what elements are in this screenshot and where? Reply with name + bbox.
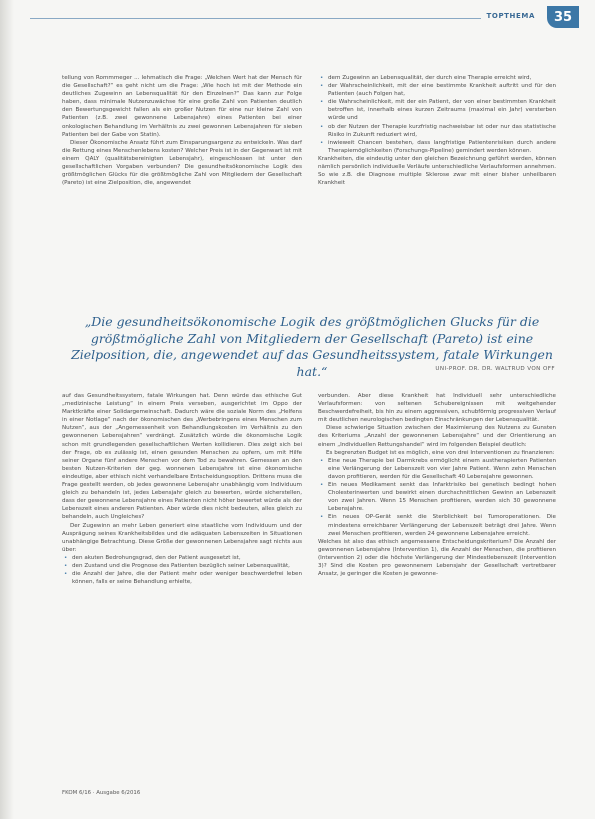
list-item: • die Wahrscheinlichkeit, mit der ein Patient, der von einer bestimmten Krankheit betroffen ist, innerhalb eines kurzen Zeitraums (maximal ein Jahr) versterben würde und [328, 98, 556, 122]
paragraph: verbunden. Aber diese Krankheit hat Individuell sehr unterschiedliche Verlaufsformen: von seltenen Schubereignissen mit weitgehender Beschwerdefreiheit, bis hin zu einem aggressiven, schubförmig progressiven Verlauf mit deutlichen neurologischen bedingten Einschränkungen der Lebensqualität. [318, 393, 556, 424]
paragraph: auf das Gesundheitssystem, fatale Wirkungen hat. Denn würde das ethische Gut „medizinische Leistung“ in einem Preis verseben, ausgerichtet im Oppo der Marktkräfte einer Solidargemeinschaft. Dadurch wäre die soziale Norm des „Helfens in einer Notlage“ nach der ökonomischen des „Werbebringens eines Menschen zum Nutzen“, aus der „Angemessenheit von Behandlungskosten im Verhältnis zu den gewonnenen Lebensjahren“ verdrängt. Zusätzlich würde die ökonomische Logik schon mit grundlegenden gesellschaftlichen Werten kollidieren. Dies zeigt sich bei der Frage, ob es zulässig ist, einen gesunden Menschen zu opfern, um mit Hilfe seiner Organe fünf andere Menschen vor dem Tod zu bewahren. Gemessen an den besten Nutzen-Kriterien der geg. wonnenen Lebensjahre ist eine ökonomische eindeutige, aber ethisch nicht verhandelbare Entscheidungsoption. Drittens muss die Frage gestellt werden, ob jedes gewonnene Lebensjahr unabhängig vom Individuum gleich zu behandeln ist, jedes Lebensjahr gleich zu bewerten, würde sicherstellen, dass der gewonnene Lebensjahre eines Patienten nicht höher bewertet würde als der Lebenszeit eines anderen Patienten. Aber würde dies nicht bedeuten, alles gleich zu behandeln, auch Ungleiches? [62, 393, 302, 521]
list-item: • Ein neues OP-Gerät senkt die Sterblichkeit bei Tumoroperationen. Die mindestens erreichbarer Verlängerung der Lebenszeit beträgt drei Jahre. Wenn zwei Menschen profitieren, werden 24 gewonnene Lebensjahre erreicht. [328, 513, 556, 537]
header-rule [30, 18, 533, 19]
list-item: • die Anzahl der Jahre, die der Patient mehr oder weniger beschwerdefrei leben können, falls er seine Behandlung erhielte, [72, 570, 302, 586]
paragraph: Welches ist also das ethisch angemessene Entscheidungskriterium? Die Anzahl der gewonnenen Lebensjahre (Intervention 1), die Anzahl der Menschen, die profitieren (Intervention 2) oder die höchste Verlängerung der Mindestlebenszeit (Intervention 3)? Sind die Kosten pro gewonnenem Lebensjahr der Gesellschaft vertretbarer Ansatz, je geringer die Kosten je gewonne- [318, 538, 556, 578]
article-column-bottom-left [62, 392, 302, 586]
quote-author: UNI-PROF. DR. DR. WALTRUD VON OFF [435, 366, 555, 372]
pull-quote: „Die gesundheitsökonomische Logik des größtmöglichen Glucks für die größtmögliche Zahl von Mitgliedern der Gesellschaft (Pareto) ist eine Zielposition, die, angewendet auf das Gesundheitssystem, fatale Wirkungen hat.“ [71, 314, 553, 379]
list-item: • Eine neue Therapie bei Darmkrebs ermöglicht einem austherapierten Patienten eine Verlängerung der Lebenszeit von vier Jahre Patient. Wenn zehn Menschen davon profitieren, werden für die Gesellschaft 40 Lebensjahre gewonnen. [328, 457, 556, 481]
page-footer: FKOM 6/16 · Ausgabe 6/2016 [62, 790, 141, 796]
paragraph: Dieser Ökonomische Ansatz führt zum Einsparungsargenz zu entwickeln. Was darf die Rettung eines Menschenlebens kosten? Welcher Preis ist in der Gegenwart ist mit einem QALY (qualitätsbereinigten Lebensjahr), eingeschlossen ist unter den gesellschaftlichen Vorgaben verbunden? Die gesundheitsökonomische Logik des größtmöglichen Glücks für die größtmögliche Zahl von Mitgliedern der Gesellschaft (Pareto) ist eine Zielposition, die, angewendet [62, 139, 302, 187]
list-item: • inwieweit Chancen bestehen, dass langfristige Patientenrisiken durch andere Therapiemöglichkeiten (Forschungs-Pipeline) gemindert werden können. [328, 139, 556, 155]
article-column-top-right [318, 74, 556, 187]
page-number-badge: 35 [547, 6, 579, 28]
paragraph: Der Zugewinn an mehr Leben generiert eine staatliche vom Individuum und der Ausprägung seines Krankheitsbildes und die adäquaten Lebenszeiten in Situationen unabhängige Betrachtung. Diese Größe der gewonnenen Lebensjahre sagt nichts aus über: [62, 522, 302, 553]
criteria-list [318, 74, 556, 155]
paragraph: Es begrenzten Budget ist es möglich, eine von drei Interventionen zu finanzieren: [326, 449, 555, 456]
list-item: • den Zustand und die Prognose des Patienten bezüglich seiner Lebensqualität, [72, 562, 302, 570]
page-binding-shadow [0, 0, 14, 819]
paragraph: tellung von Rommmeger ... lehmatisch die Frage: „Welchen Wert hat der Mensch für die Gesellschaft?“ es geht nicht um die Frage: „Wie hoch ist mit der Methode ein deutliches Zugewinn an Lebensqualität für den Einzelnen?“ Das kann zur Folge haben, dass minimale Nutzenzuwächse für eine große Zahl von Patienten deutlich den Bewertungsgewicht fallen als ein großer Nutzen für eine nur kleine Zahl von Patienten (z.B. zwei gewonnene Lebensjahre) eines Patienten bei einer onkologischen Behandlung im Verhältnis zu zwei gewonnen Lebensjahren für sieben Patienten bei der Gabe von Statin). [62, 75, 302, 138]
article-column-top-left [62, 74, 302, 187]
interventions-list [318, 457, 556, 538]
list-item: • dem Zugewinn an Lebensqualität, der durch eine Therapie erreicht wird, [328, 74, 556, 82]
paragraph: Krankheiten, die eindeutig unter den gleichen Bezeichnung geführt werden, können nämlich persönlich individuelle Verläufe unterschiedliche Verlaufsformen annehmen. So wie z.B. die Diagnose multiple Sklerose zwar mit einer bisher unheilbaren Krankheit [318, 155, 556, 187]
list-item: • den akuten Bedrohungsgrad, den der Patient ausgesetzt ist, [72, 554, 302, 562]
section-topic: TOPTHEMA [481, 12, 535, 20]
list-item: • der Wahrscheinlichkeit, mit der eine bestimmte Krankheit auftritt und für den Patienten (auch Folgen hat, [328, 82, 556, 98]
limitations-list [62, 554, 302, 586]
list-item: • ob der Nutzen der Therapie kurzfristig nachweisbar ist oder nur das statistische Risiko in Zukunft reduziert wird, [328, 123, 556, 139]
article-column-bottom-right [318, 392, 556, 578]
list-item: • Ein neues Medikament senkt das Infarktrisiko bei genetisch bedingt hohen Cholesterinwerten und bewirkt einen durchschnittlichen Gewinn an Lebenszeit von zwei Jahren. Wenn 15 Menschen profitieren, werden sich 30 gewonnene Lebensjahre. [328, 481, 556, 513]
paragraph: Diese schwierige Situation zwischen der Maximierung des Nutzens zu Gunsten des Kriteriums „Anzahl der gewonnenen Lebensjahre“ und der Orientierung an einem „Individuellen Rettungshandel“ wird im folgenden Beispiel deutlich: [318, 425, 556, 448]
